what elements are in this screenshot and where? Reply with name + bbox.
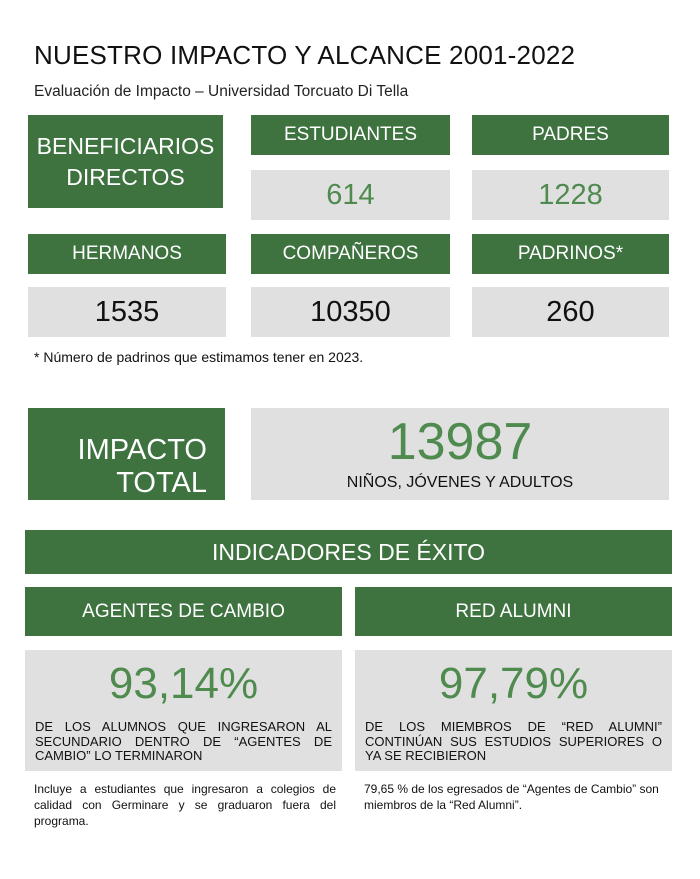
alumni-description: DE LOS MIEMBROS DE “RED ALUMNI” CONTINÚAN SUS ESTUDIOS SUPERIORES O YA SE RECIBIERON <box>365 719 662 763</box>
indicators-title-text: INDICADORES DE ÉXITO <box>211 538 486 565</box>
alumni-footnote: 79,65 % de los egresados de “Agentes de Cambio” son miembros de la “Red Alumni”. <box>364 782 659 812</box>
classmates-label: COMPAÑEROS <box>282 243 419 264</box>
classmates-value: 10350 <box>310 295 391 328</box>
parents-value: 1228 <box>538 178 603 211</box>
impact-label <box>28 408 225 500</box>
parents-label: PADRES <box>532 124 609 145</box>
students-header <box>251 115 450 155</box>
agents-percentage: 93,14% <box>108 659 259 708</box>
siblings-value-box <box>28 287 226 337</box>
siblings-value: 1535 <box>94 295 160 328</box>
students-value: 614 <box>326 178 375 211</box>
agents-description: DE LOS ALUMNOS QUE INGRESARON AL SECUNDARIO DENTRO DE “AGENTES DE CAMBIO” LO TERMINARON <box>35 719 332 763</box>
classmates-header <box>251 234 450 274</box>
beneficiaries-label-line2: DIRECTOS <box>66 163 185 190</box>
page-subtitle: Evaluación de Impacto – Universidad Torcuato Di Tella <box>34 83 409 100</box>
sponsors-value-box <box>472 287 669 337</box>
parents-value-box <box>472 170 669 220</box>
agents-card <box>25 650 342 771</box>
alumni-percentage: 97,79% <box>438 659 589 708</box>
beneficiaries-label-line1: BENEFICIARIOS <box>36 132 215 159</box>
agents-footnote: Incluye a estudiantes que ingresaron a colegios de calidad con Germinare y se graduaron fuera del programa. <box>34 782 336 828</box>
sponsors-header <box>472 234 669 274</box>
alumni-label: RED ALUMNI <box>455 600 572 622</box>
siblings-header <box>28 234 226 274</box>
siblings-label: HERMANOS <box>72 243 182 264</box>
classmates-value-box <box>251 287 450 337</box>
alumni-header <box>355 587 672 636</box>
parents-header <box>472 115 669 155</box>
agents-label: AGENTES DE CAMBIO <box>82 600 285 622</box>
page-title: NUESTRO IMPACTO Y ALCANCE 2001-2022 <box>34 40 576 70</box>
sponsors-footnote: * Número de padrinos que estimamos tener en 2023. <box>34 349 364 365</box>
sponsors-value: 260 <box>546 295 595 328</box>
sponsors-label: PADRINOS* <box>517 243 624 264</box>
impact-label-line1: IMPACTO <box>77 434 207 466</box>
students-label: ESTUDIANTES <box>283 124 418 145</box>
indicators-title <box>25 530 672 574</box>
agents-header <box>25 587 342 636</box>
students-value-box <box>251 170 450 220</box>
beneficiaries-label <box>28 115 223 208</box>
impact-total-box <box>251 408 669 500</box>
impact-label-line2: TOTAL <box>116 467 207 499</box>
impact-total-value: 13987 <box>387 413 533 471</box>
impact-total-caption: NIÑOS, JÓVENES Y ADULTOS <box>346 474 574 491</box>
alumni-card <box>355 650 672 771</box>
